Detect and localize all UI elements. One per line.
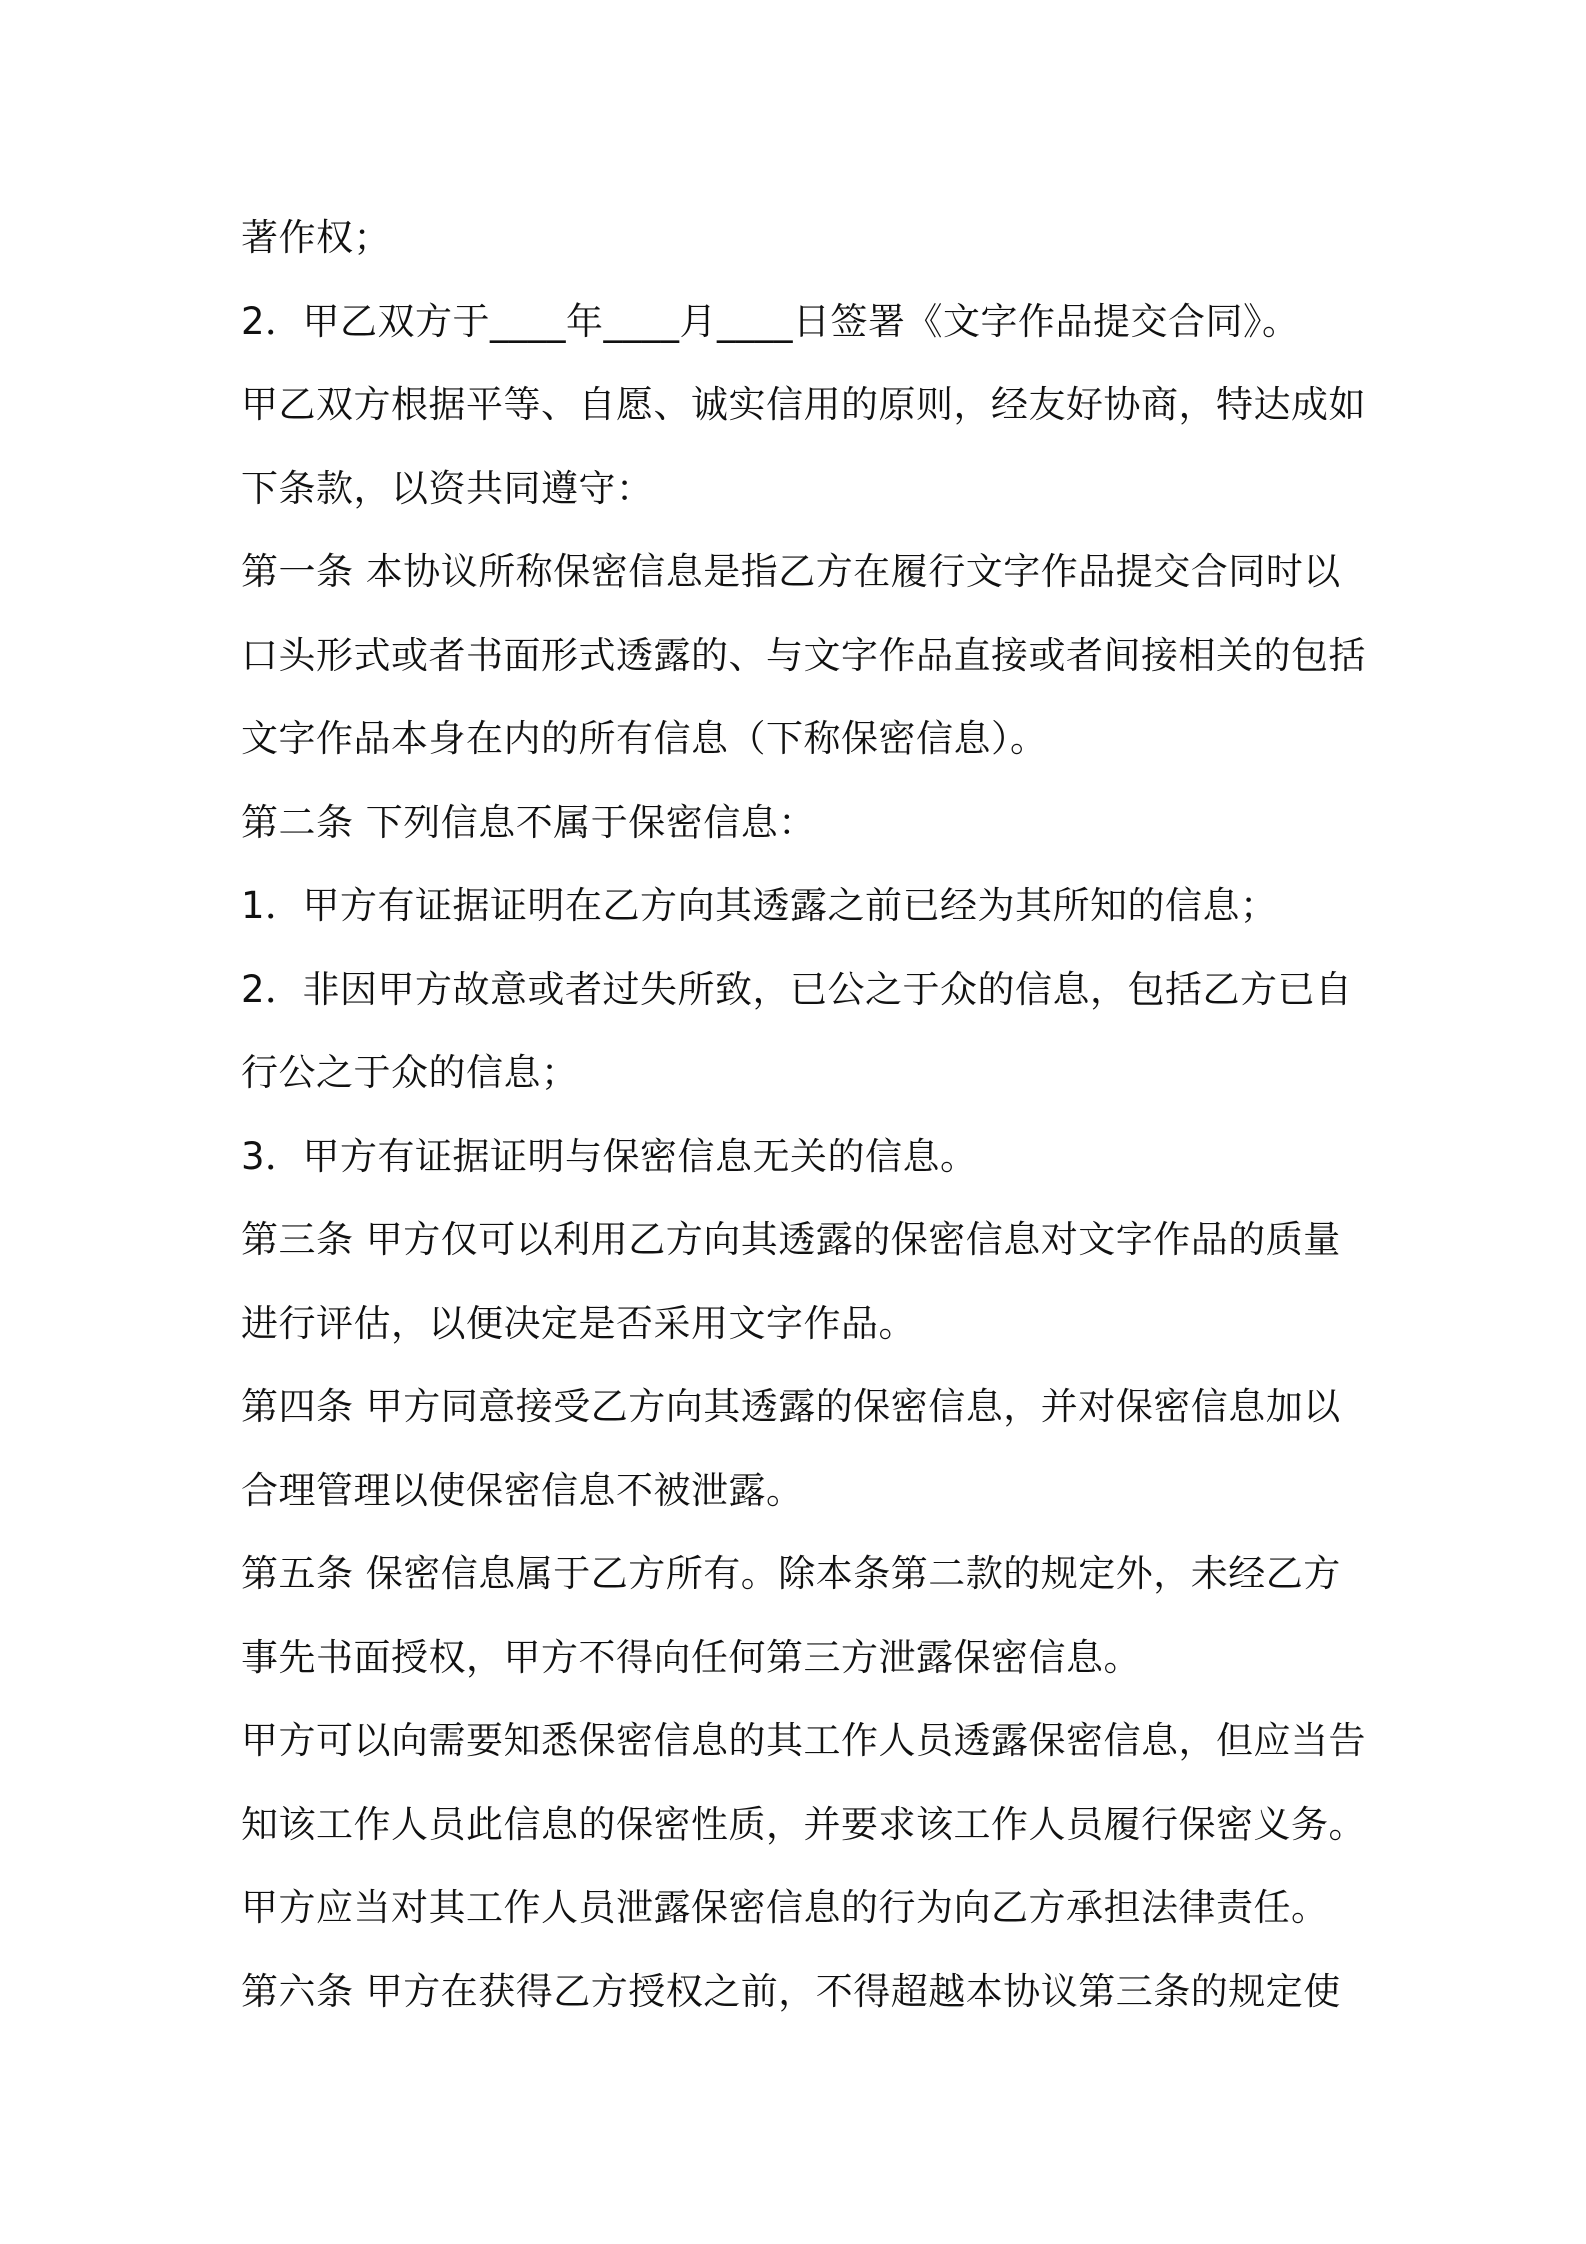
article-4-line: 第四条 甲方同意接受乙方向其透露的保密信息，并对保密信息加以 <box>241 1385 1341 1428</box>
text-line: 甲乙双方根据平等、自愿、诚实信用的原则，经友好协商，特达成如 <box>241 383 1366 426</box>
article-2-line: 第二条 下列信息不属于保密信息： <box>241 800 816 844</box>
article-1-line: 第一条 本协议所称保密信息是指乙方在履行文字作品提交合同时以 <box>241 550 1341 593</box>
text-line: 甲方应当对其工作人员泄露保密信息的行为向乙方承担法律责任。 <box>241 1886 1329 1929</box>
text-line: 下条款，以资共同遵守： <box>241 466 654 510</box>
article-5-line: 第五条 保密信息属于乙方所有。除本条第二款的规定外，未经乙方 <box>241 1552 1341 1595</box>
text-line: 文字作品本身在内的所有信息（下称保密信息）。 <box>241 717 1048 760</box>
text-line: 进行评估，以便决定是否采用文字作品。 <box>241 1301 916 1345</box>
text-line: 合理管理以使保密信息不被泄露。 <box>241 1468 804 1512</box>
text-line: 2．甲乙双方于____年____月____日签署《文字作品提交合同》。 <box>241 299 1300 343</box>
text-line: 行公之于众的信息； <box>241 1051 579 1094</box>
document-body <box>241 196 1366 2033</box>
text-line: 著作权； <box>241 216 391 259</box>
text-line: 1．甲方有证据证明在乙方向其透露之前已经为其所知的信息； <box>241 884 1278 927</box>
text-line: 3．甲方有证据证明与保密信息无关的信息。 <box>241 1134 978 1178</box>
text-line: 口头形式或者书面形式透露的、与文字作品直接或者间接相关的包括 <box>241 633 1366 677</box>
text-line: 甲方可以向需要知悉保密信息的其工作人员透露保密信息，但应当告 <box>241 1719 1366 1762</box>
article-3-line: 第三条 甲方仅可以利用乙方向其透露的保密信息对文字作品的质量 <box>241 1218 1341 1261</box>
text-line: 2．非因甲方故意或者过失所致，已公之于众的信息，包括乙方已自 <box>241 967 1353 1011</box>
text-line: 知该工作人员此信息的保密性质，并要求该工作人员履行保密义务。 <box>241 1802 1366 1846</box>
article-6-line: 第六条 甲方在获得乙方授权之前，不得超越本协议第三条的规定使 <box>241 1969 1341 2013</box>
text-line: 事先书面授权，甲方不得向任何第三方泄露保密信息。 <box>241 1635 1141 1679</box>
